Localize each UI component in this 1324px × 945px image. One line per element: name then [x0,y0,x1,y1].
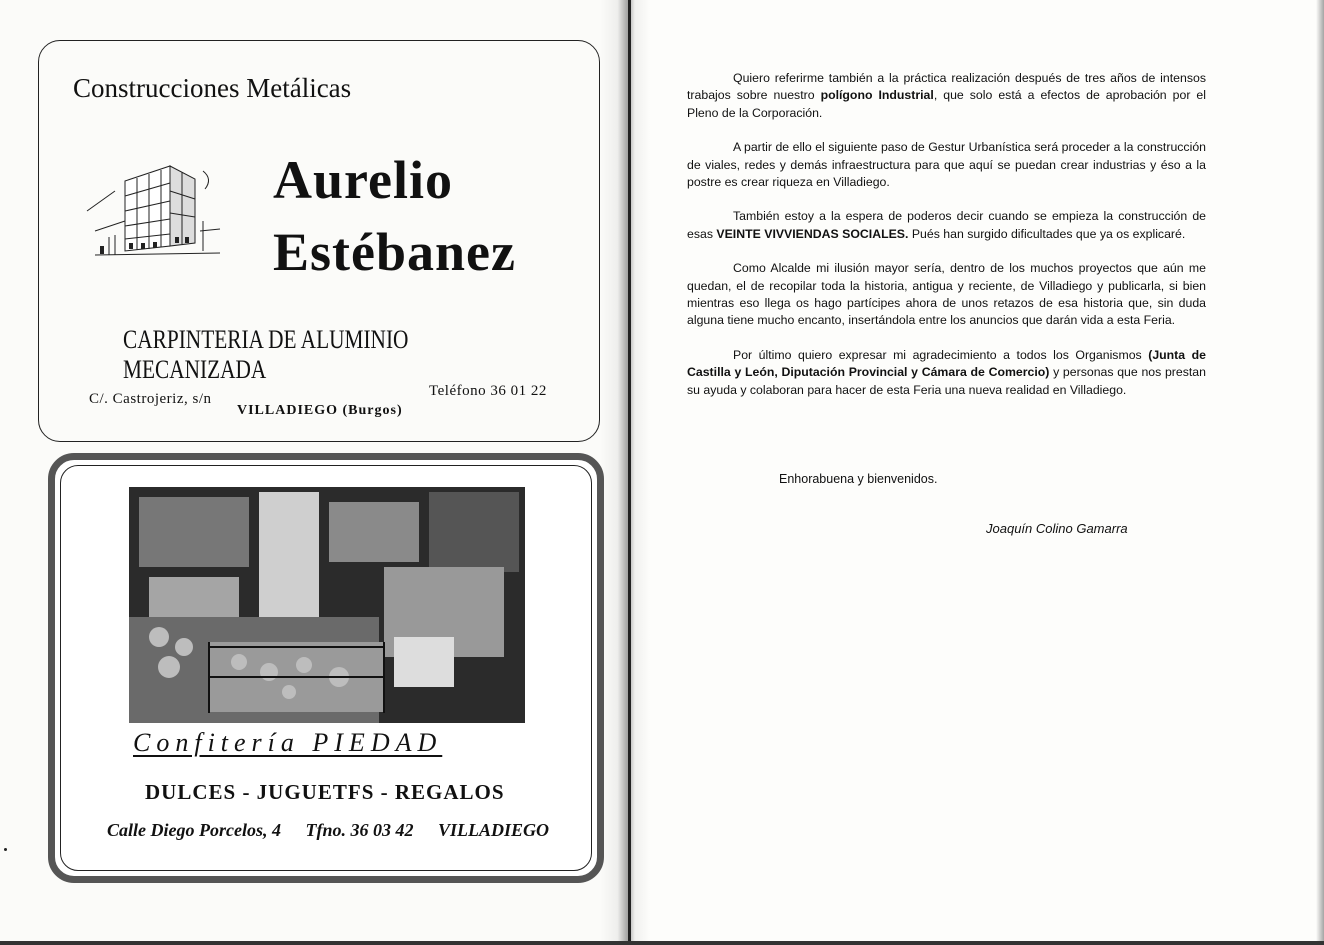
bold-phrase: VEINTE VIVVIENDAS SOCIALES. [716,226,909,241]
letter-paragraph: A partir de ello el siguiente paso de Gestur Urbanística será proceder a la construcción de viales, redes y demás infraestructura para que aquí se puedan crear industrias y éso a la postre es crear riqueza en Villadiego. [687,140,1206,190]
shop-phone: Tfno. 36 03 42 [305,820,414,840]
page-gutter [600,0,650,945]
gutter-line [628,0,631,945]
shop-products: DULCES - JUGUETFS - REGALOS [145,780,505,804]
letter-paragraph: También estoy a la espera de poderos decir cuando se empieza la construcción de esas VEINTE VIVVIENDAS SOCIALES. Pués han surgido dificultades que ya os explicaré. [687,209,1206,241]
building-logo-icon [85,151,225,271]
bottom-edge [0,941,1324,945]
shop-interior-photo [129,487,525,723]
ad-confiteria-piedad [48,453,604,883]
letter-closing: Enhorabuena y bienvenidos. [779,472,938,486]
ad-product: CARPINTERIA DE ALUMINIO MECANIZADA [123,325,409,384]
ad-phone: Teléfono 36 01 22 [429,383,547,399]
letter-paragraph: Quiero referirme también a la práctica realización después de tres años de intensos trabajos sobre nuestro polígono Industrial, que solo está a efectos de aprobación por el Pleno de la Corporación. [687,71,1206,120]
ad-address: C/. Castrojeriz, s/n [89,391,212,407]
ad-town: VILLADIEGO (Burgos) [237,403,403,418]
ad-aurelio-estebanez [38,40,600,442]
shop-town: VILLADIEGO [437,820,549,840]
letter-paragraph: Como Alcalde mi ilusión mayor sería, dentro de los muchos proyectos que aún me quedan, el de recopilar toda la historia, antigua y reciente, de Villadiego y publicarla, si bien mientras eso llega os hago partícipes ahora de unos retazos de esa historia que, sin duda alguna tiene mucho encanto, insertándola entre los anuncios que darán vida a esta Feria. [687,261,1206,328]
ad-name-last: Estébanez [273,222,516,282]
page-edge-shadow [1316,0,1324,945]
letter-signature: Joaquín Colino Gamarra [986,521,1128,536]
speck [4,848,7,851]
shop-contact [107,820,569,841]
bold-phrase: (Junta de Castilla y León, Diputación Provincial y Cámara de Comercio) [687,347,1206,380]
ad-header: Construcciones Metálicas [73,73,352,103]
shop-street: Calle Diego Porcelos, 4 [107,820,281,840]
letter-paragraph: Por último quiero expresar mi agradecimiento a todos los Organismos (Junta de Castilla y León, Diputación Provincial y Cámara de Comercio) y personas que nos prestan su ayuda y colaboran para hacer de esta Feria una nueva realidad en Villadiego. [687,347,1206,397]
mayor-letter [687,70,1206,416]
shop-name: Confitería PIEDAD [133,728,443,757]
ad-name-first: Aurelio [273,150,453,210]
bold-phrase: polígono Industrial [820,88,934,103]
